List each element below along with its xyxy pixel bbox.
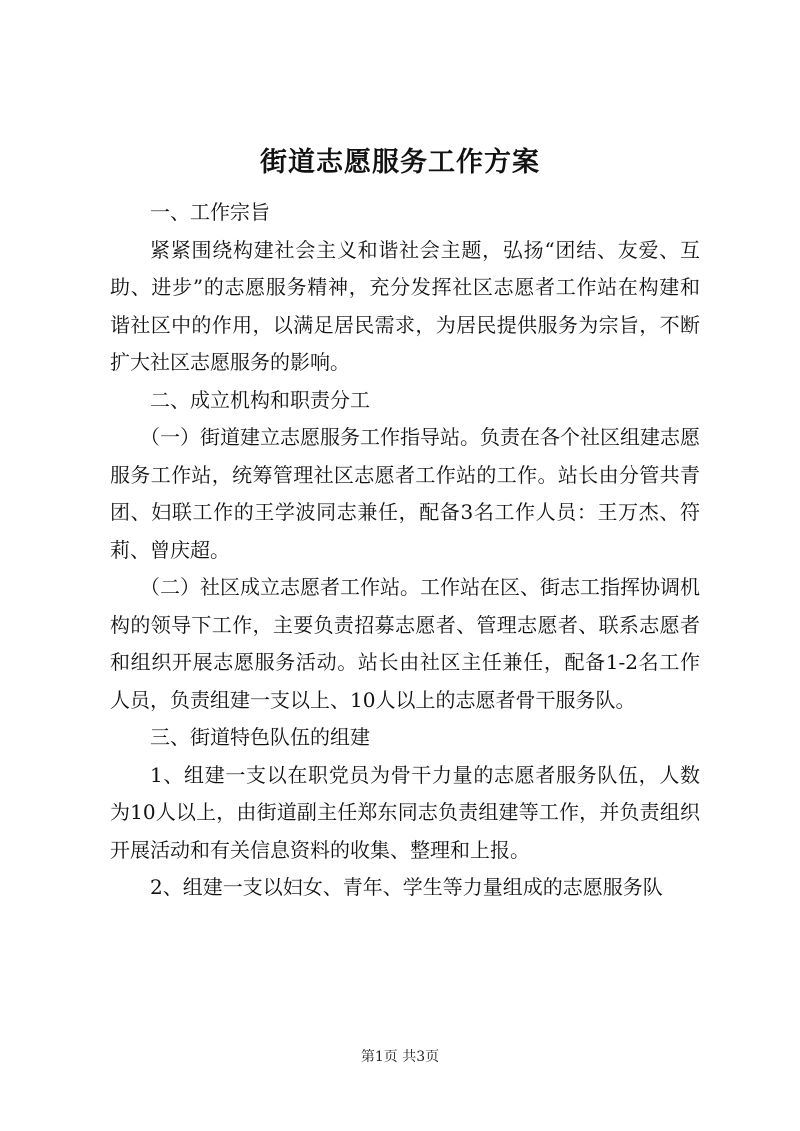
- section-heading-organization: 二、成立机构和职责分工: [150, 387, 370, 412]
- paragraph-guidance-station: （一）街道建立志愿服务工作指导站。负责在各个社区组建志愿服务工作站，统筹管理社区志愿者工作站的工作。站长由分管共青团、妇联工作的王学波同志兼任，配备3名工作人员：王万杰、符莉、曾庆超。: [110, 425, 700, 562]
- paragraph-community-station: （二）社区成立志愿者工作站。工作站在区、街志工指挥协调机构的领导下工作，主要负责招募志愿者、管理志愿者、联系志愿者和组织开展志愿服务活动。站长由社区主任兼任，配备1-2名工作人员，负责组建一支以上、10人以上的志愿者骨干服务队。: [110, 575, 700, 712]
- paragraph-purpose: 紧紧围绕构建社会主义和谐社会主题，弘扬“团结、友爱、互助、进步”的志愿服务精神，充分发挥社区志愿者工作站在构建和谐社区中的作用，以满足居民需求，为居民提供服务为宗旨，不断扩大社区志愿服务的影响。: [110, 237, 700, 374]
- paragraph-team-1: 1、组建一支以在职党员为骨干力量的志愿者服务队伍，人数为10人以上，由街道副主任郑东同志负责组建等工作，并负责组织开展活动和有关信息资料的收集、整理和上报。: [110, 762, 700, 862]
- section-heading-teams: 三、街道特色队伍的组建: [150, 725, 370, 749]
- section-heading-purpose: 一、工作宗旨: [150, 200, 270, 224]
- document-title: 街道志愿服务工作方案: [260, 147, 540, 178]
- page-footer: 第1页 共3页: [360, 1049, 440, 1065]
- document-body: [110, 194, 700, 907]
- paragraph-team-2: 2、组建一支以妇女、青年、学生等力量组成的志愿服务队: [150, 875, 663, 899]
